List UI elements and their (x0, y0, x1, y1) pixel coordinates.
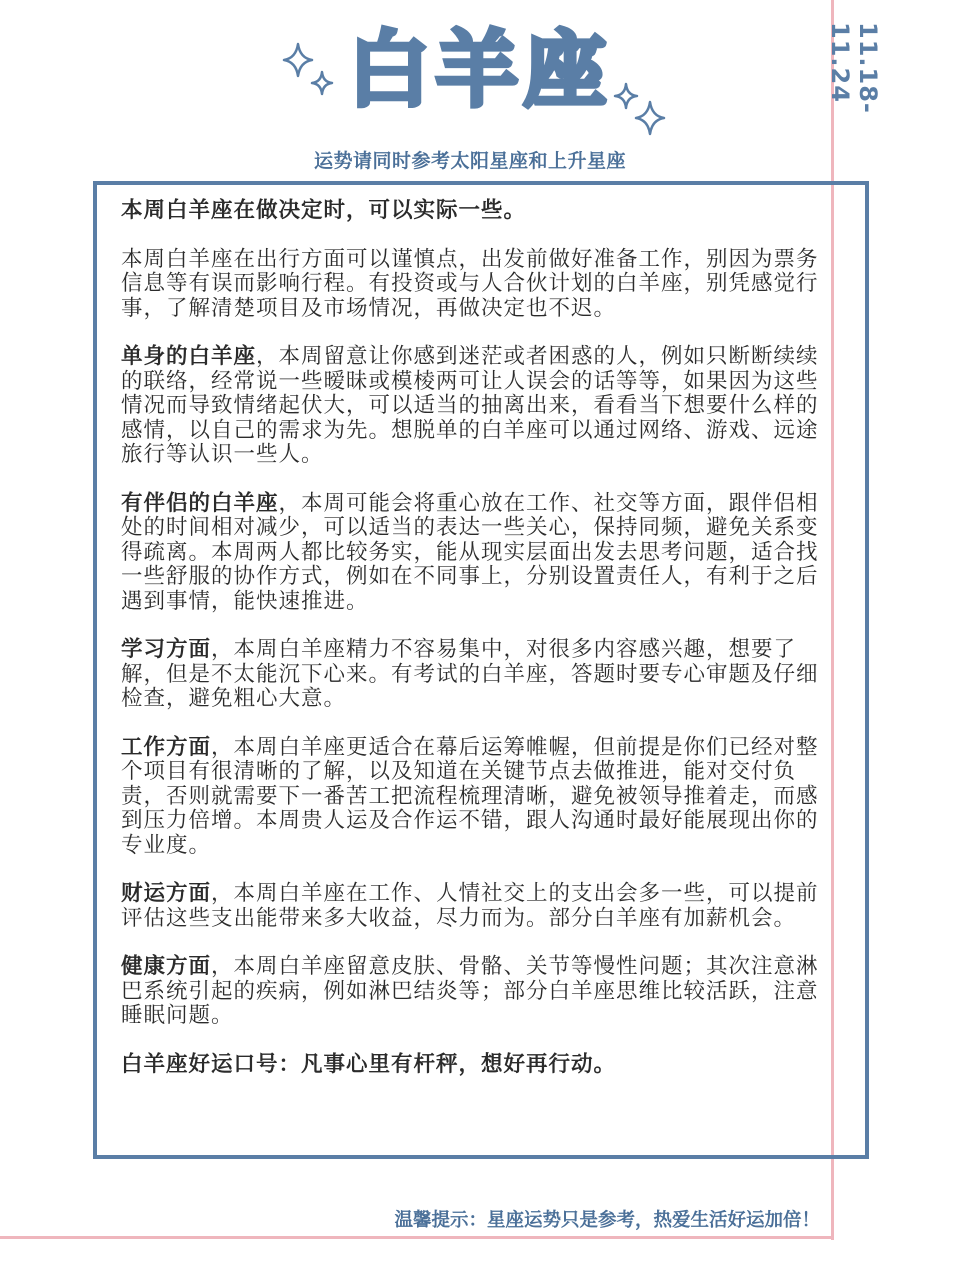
section-lead: 健康方面 (121, 954, 212, 979)
section-health (121, 955, 821, 1029)
section-single (121, 345, 821, 468)
pink-horizontal-line (0, 1236, 834, 1239)
headline: 本周白羊座在做决定时，可以实际一些。 (121, 198, 527, 223)
page-title: 白羊座 (347, 23, 612, 118)
section-partner (121, 492, 821, 615)
section-lead: 财运方面 (121, 881, 212, 906)
section-lead: 学习方面 (121, 637, 212, 662)
section-text: ，本周白羊座精力不容易集中，对很多内容感兴趣，想要了解，但是不太能沉下心来。有考试的白羊座，答题时要专心审题及仔细检查，避免粗心大意。 (121, 637, 819, 711)
content-frame (93, 181, 869, 1159)
section-study (121, 638, 821, 712)
section-text: ，本周可能会将重心放在工作、社交等方面，跟伴侣相处的时间相对减少，可以适当的表达一些关心，保持同频，避免关系变得疏离。本周两人都比较务实，能从现实层面出发去思考问题，适合找一些舒服的协作方式，例如在不同事上，分别设置责任人，有利于之后遇到事情，能快速推进。 (121, 490, 819, 614)
section-text: ，本周白羊座在工作、人情社交上的支出会多一些，可以提前评估这些支出能带来多大收益，尽力而为。部分白羊座有加薪机会。 (121, 881, 819, 931)
section-wealth (121, 882, 821, 931)
subtitle: 运势请同时参考太阳星座和上升星座 (313, 150, 626, 172)
intro-paragraph: 本周白羊座在出行方面可以谨慎点，出发前做好准备工作，别因为票务信息等有误而影响行程。有投资或与人合伙计划的白羊座，别凭感觉行事，了解清楚项目及市场情况，再做决定也不迟。 (121, 246, 819, 321)
section-lead: 有伴侣的白羊座 (121, 490, 279, 516)
section-text: ，本周留意让你感到迷茫或者困惑的人，例如只断断续续的联络，经常说一些暧昧或模棱两可让人误会的话等等，如果因为这些情况而导致情绪起伏大，可以适当的抽离出来，看看当下想要什么样的感情，以自己的需求为先。想脱单的白羊座可以通过网络、游戏、远途旅行等认识一些人。 (121, 344, 819, 467)
section-lead: 单身的白羊座 (121, 344, 257, 369)
section-text: ，本周白羊座留意皮肤、骨骼、关节等慢性问题；其次注意淋巴系统引起的疾病，例如淋巴结炎等；部分白羊座思维比较活跃，注意睡眠问题。 (121, 954, 819, 1028)
date-range: 11.18-11.24 (826, 22, 882, 114)
footer-tip: 温馨提示：星座运势只是参考，热爱生活好运加倍！ (394, 1210, 820, 1231)
content-body (121, 199, 821, 1101)
section-lead: 工作方面 (121, 734, 212, 760)
slogan: 白羊座好运口号：凡事心里有杆秤，想好再行动。 (121, 1051, 617, 1077)
section-work (121, 736, 821, 859)
section-text: ，本周白羊座更适合在幕后运筹帷幄，但前提是你们已经对整个项目有很清晰的了解，以及知道在关键节点去做推进，能对交付负责，否则就需要下一番苦工把流程梳理清晰，避免被领导推着走，而感到压力倍增。本周贵人运及合作运不错，跟人沟通时最好能展现出你的专业度。 (121, 734, 819, 858)
